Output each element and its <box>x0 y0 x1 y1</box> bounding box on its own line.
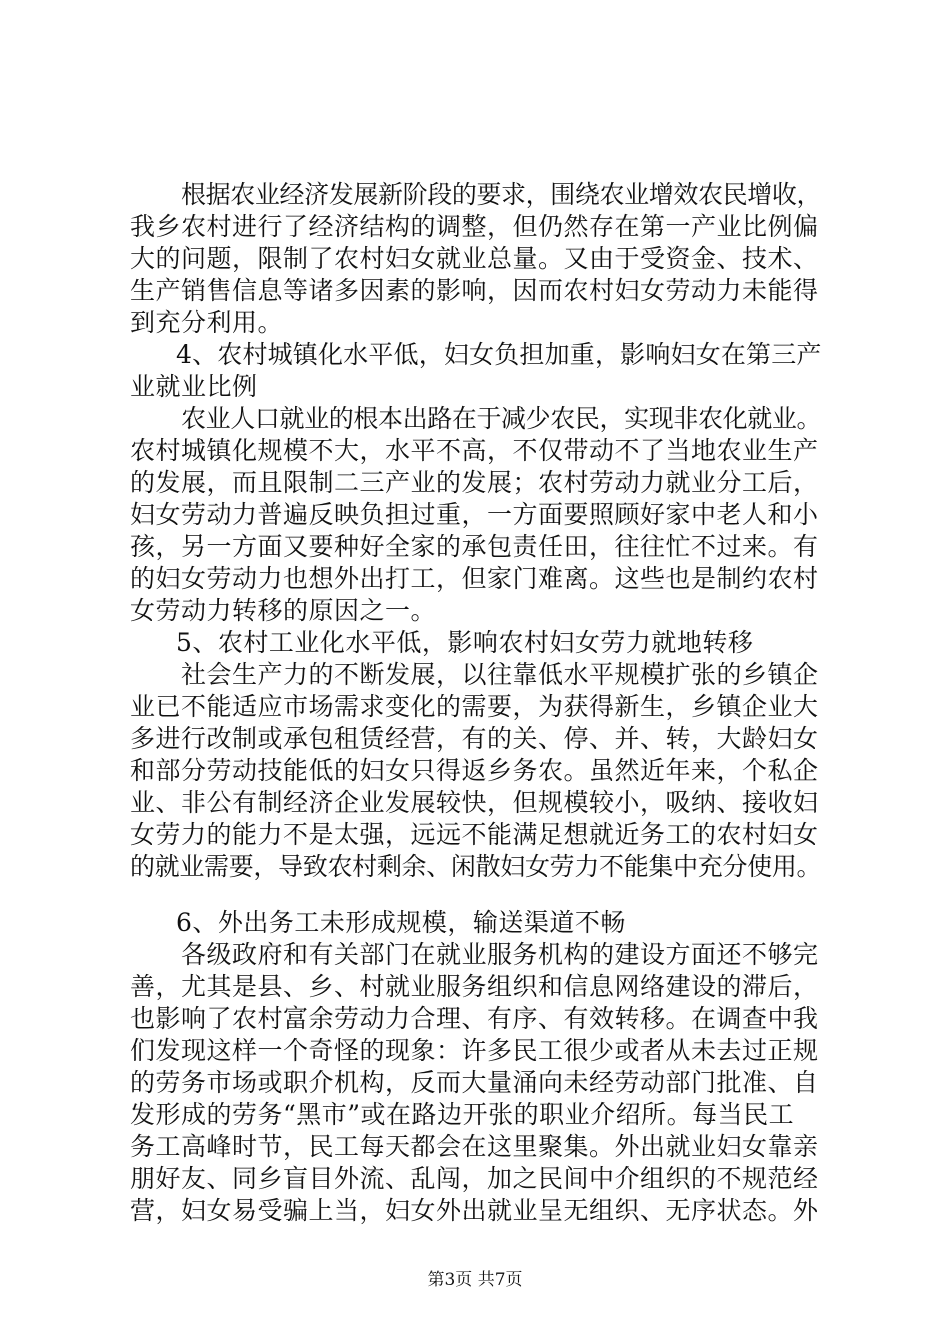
text-line: 到充分利用。 <box>130 308 284 337</box>
text-line: 和部分劳动技能低的妇女只得返乡务农。虽然近年来，个私企 <box>130 756 819 785</box>
section-heading-6: 6、外出务工未形成规模，输送渠道不畅 <box>176 908 626 937</box>
text-line: 女劳力的能力不是太强，远远不能满足想就近务工的农村妇女 <box>130 820 819 849</box>
text-line: 的就业需要，导致农村剩余、闲散妇女劳力不能集中充分使用。 <box>130 852 822 881</box>
text-line: 们发现这样一个奇怪的现象：许多民工很少或者从未去过正规 <box>130 1036 819 1065</box>
text-line: 农村城镇化规模不大，水平不高，不仅带动不了当地农业生产 <box>130 436 819 465</box>
text-line: 女劳动力转移的原因之一。 <box>130 596 437 625</box>
section-heading-5: 5、农村工业化水平低，影响农村妇女劳力就地转移 <box>176 628 754 657</box>
text-line: 也影响了农村富余劳动力合理、有序、有效转移。在调查中我 <box>130 1004 819 1033</box>
text-line: 农业人口就业的根本出路在于减少农民，实现非农化就业。 <box>181 404 822 433</box>
page-footer: 第3页 共7页 <box>427 1270 523 1290</box>
text-line: 营，妇女易受骗上当，妇女外出就业呈无组织、无序状态。外 <box>130 1196 819 1225</box>
text-line: 务工高峰时节，民工每天都会在这里聚集。外出就业妇女靠亲 <box>130 1132 819 1161</box>
text-line: 大的问题，限制了农村妇女就业总量。又由于受资金、技术、 <box>130 244 819 273</box>
text-line: 的发展，而且限制二三产业的发展；农村劳动力就业分工后， <box>130 468 819 497</box>
text-line: 业、非公有制经济企业发展较快，但规模较小，吸纳、接收妇 <box>130 788 819 817</box>
text-line: 孩，另一方面又要种好全家的承包责任田，往往忙不过来。有 <box>130 532 819 561</box>
text-line: 根据农业经济发展新阶段的要求，围绕农业增效农民增收， <box>181 180 822 209</box>
section-heading-4: 4、农村城镇化水平低，妇女负担加重，影响妇女在第三产 <box>176 340 822 369</box>
text-line: 社会生产力的不断发展，以往靠低水平规模扩张的乡镇企 <box>181 660 819 689</box>
text-line: 业已不能适应市场需求变化的需要，为获得新生，乡镇企业大 <box>130 692 819 721</box>
text-line: 生产销售信息等诸多因素的影响，因而农村妇女劳动力未能得 <box>130 276 819 305</box>
section-heading-4-cont: 业就业比例 <box>130 372 258 401</box>
text-line: 的妇女劳动力也想外出打工，但家门难离。这些也是制约农村 <box>130 564 819 593</box>
text-line: 发形成的劳务“黑市”或在路边开张的职业介绍所。每当民工 <box>130 1100 795 1129</box>
text-line: 朋好友、同乡盲目外流、乱闯，加之民间中介组织的不规范经 <box>130 1164 819 1193</box>
text-line: 各级政府和有关部门在就业服务机构的建设方面还不够完 <box>181 940 819 969</box>
text-line: 妇女劳动力普遍反映负担过重，一方面要照顾好家中老人和小 <box>130 500 819 529</box>
text-line: 多进行改制或承包租赁经营，有的关、停、并、转，大龄妇女 <box>130 724 819 753</box>
text-line: 善，尤其是县、乡、村就业服务组织和信息网络建设的滞后， <box>130 972 819 1001</box>
text-line: 我乡农村进行了经济结构的调整，但仍然存在第一产业比例偏 <box>130 212 819 241</box>
text-line: 的劳务市场或职介机构，反而大量涌向未经劳动部门批准、自 <box>130 1068 819 1097</box>
